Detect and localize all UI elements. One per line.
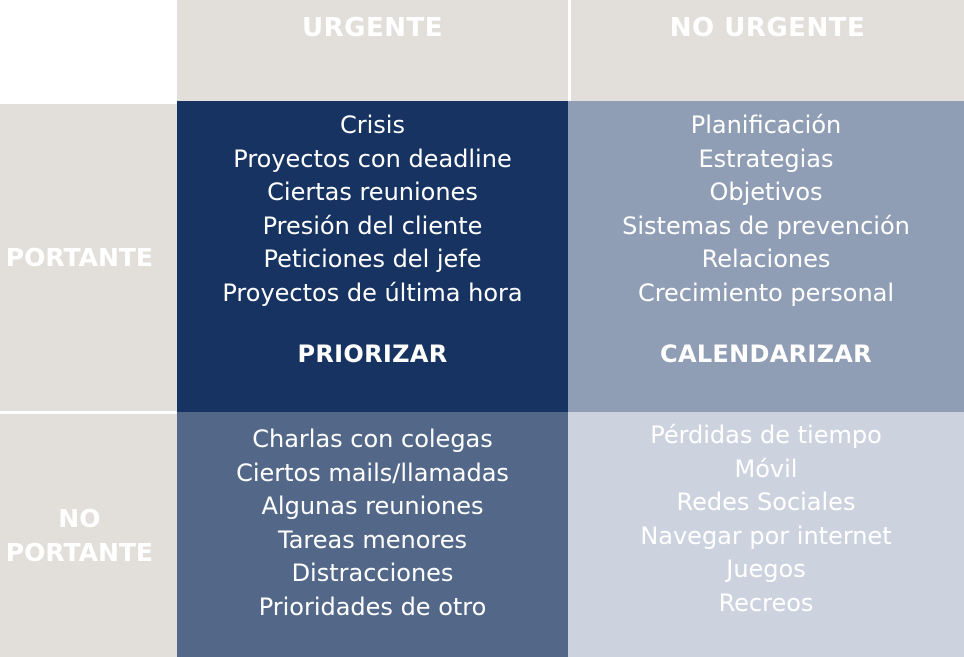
list-item: Navegar por internet bbox=[640, 521, 892, 550]
list-item: Distracciones bbox=[291, 559, 454, 587]
quadrant-action-schedule: CALENDARIZAR bbox=[660, 340, 872, 368]
list-item: Pérdidas de tiempo bbox=[650, 421, 882, 449]
quadrant-not-urgent-not-important-list bbox=[640, 419, 891, 620]
list-item: Ciertas reuniones bbox=[267, 178, 478, 206]
quadrant-urgent-not-important-list bbox=[236, 423, 509, 624]
list-item: Charlas con colegas bbox=[252, 425, 493, 453]
list-item: Crecimiento personal bbox=[637, 278, 895, 307]
list-item: Redes Sociales bbox=[676, 488, 856, 516]
list-item: Relaciones bbox=[701, 245, 831, 273]
list-item: Peticiones del jefe bbox=[263, 245, 482, 273]
matrix-corner bbox=[0, 0, 177, 101]
list-item: Objetivos bbox=[709, 178, 823, 206]
quadrant-not-urgent-not-important bbox=[568, 412, 964, 657]
list-item: Sistemas de prevención bbox=[622, 211, 910, 240]
quadrant-urgent-important bbox=[177, 101, 568, 412]
row-header-not-important-label bbox=[6, 502, 153, 570]
list-item: Algunas reuniones bbox=[261, 492, 484, 520]
quadrant-urgent-not-important bbox=[177, 412, 568, 657]
quadrant-not-urgent-important bbox=[568, 101, 964, 412]
column-header-not-urgent-label: NO URGENTE bbox=[669, 13, 866, 43]
column-header-urgent-label: URGENTE bbox=[302, 13, 443, 43]
quadrant-not-urgent-important-list bbox=[622, 109, 910, 310]
row-header-not-important-line-2: PORTANTE bbox=[5, 537, 153, 567]
list-item: Juegos bbox=[726, 555, 806, 583]
list-item: Estrategias bbox=[698, 144, 834, 173]
row-header-important-label bbox=[6, 241, 153, 275]
list-item: Proyectos con deadline bbox=[233, 144, 512, 173]
column-header-urgent bbox=[177, 0, 568, 101]
row-header-not-important-line-1: NO bbox=[58, 503, 101, 533]
quadrant-urgent-important-list bbox=[222, 109, 522, 310]
row-header-important bbox=[0, 104, 177, 411]
list-item: Ciertos mails/llamadas bbox=[236, 458, 509, 487]
list-item: Móvil bbox=[734, 454, 798, 483]
list-item: Presión del cliente bbox=[262, 211, 483, 240]
list-item: Planificación bbox=[690, 111, 842, 139]
quadrant-action-prioritize: PRIORIZAR bbox=[297, 340, 448, 368]
column-header-not-urgent bbox=[571, 0, 964, 101]
list-item: Tareas menores bbox=[278, 525, 467, 554]
list-item: Proyectos de última hora bbox=[222, 278, 523, 307]
row-header-not-important bbox=[0, 414, 177, 657]
row-header-important-line: PORTANTE bbox=[5, 242, 153, 272]
list-item: Prioridades de otro bbox=[258, 592, 487, 621]
list-item: Recreos bbox=[718, 588, 814, 617]
list-item: Crisis bbox=[340, 111, 405, 139]
